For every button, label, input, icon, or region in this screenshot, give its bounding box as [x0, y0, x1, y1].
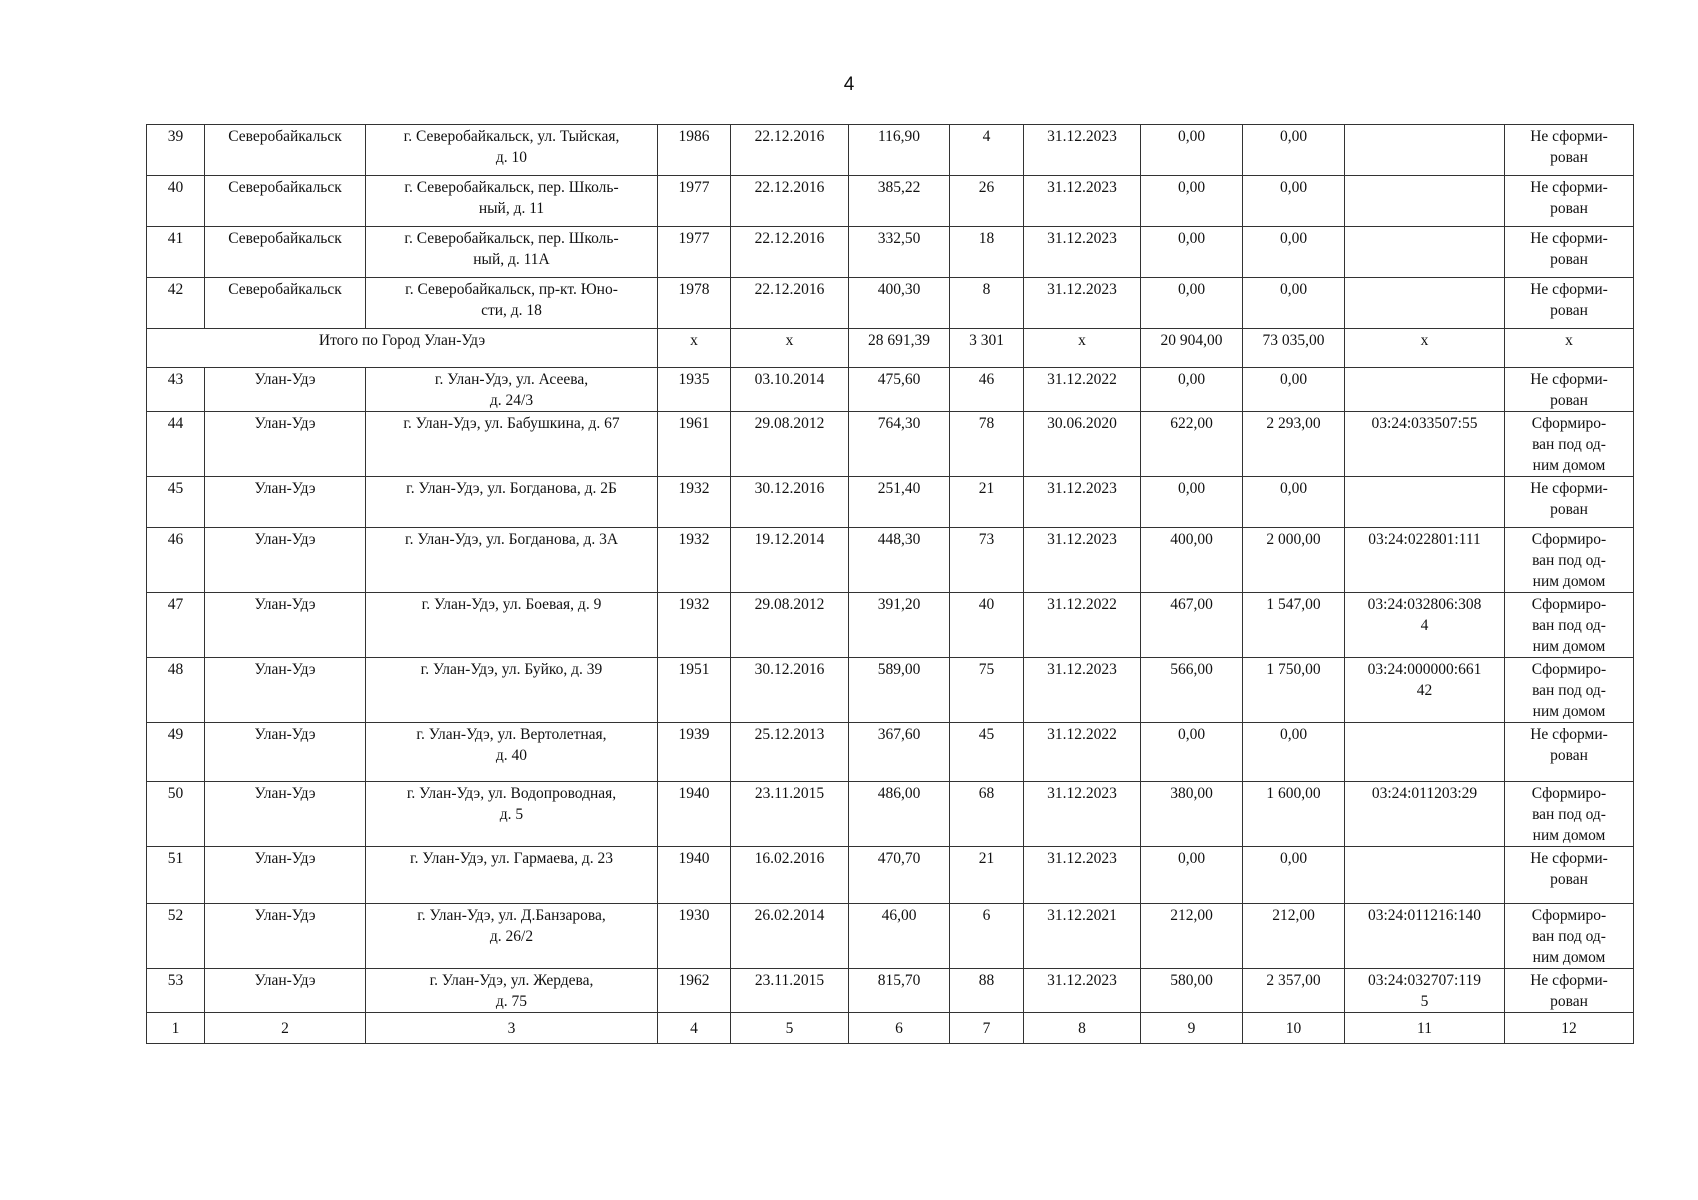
cell-year: 1940	[658, 782, 731, 847]
cell-year: 1961	[658, 412, 731, 477]
cell-status: Не сформи- рован	[1505, 969, 1634, 1013]
cell-status: Не сформи- рован	[1505, 723, 1634, 782]
cell-residents: 26	[950, 176, 1024, 227]
subtotal-year: х	[658, 329, 731, 368]
cell-col9: 0,00	[1141, 847, 1243, 904]
cell-cadastral: 03:24:011216:140	[1345, 904, 1505, 969]
cell-status: Сформиро- ван под од- ним домом	[1505, 904, 1634, 969]
cell-cadastral: 03:24:033507:55	[1345, 412, 1505, 477]
cell-no: 47	[147, 593, 205, 658]
cell-residents: 46	[950, 368, 1024, 412]
cell-no: 39	[147, 125, 205, 176]
cell-address: г. Улан-Удэ, ул. Асеева, д. 24/3	[366, 368, 658, 412]
subtotal-residents: 3 301	[950, 329, 1024, 368]
subtotal-col9: 20 904,00	[1141, 329, 1243, 368]
cell-date: 29.08.2012	[731, 593, 849, 658]
page-number: 4	[843, 74, 855, 95]
cell-col9: 0,00	[1141, 227, 1243, 278]
cell-deadline: 31.12.2022	[1024, 593, 1141, 658]
cell-deadline: 31.12.2023	[1024, 969, 1141, 1013]
cell-municipality: Улан-Удэ	[205, 847, 366, 904]
cell-municipality: Улан-Удэ	[205, 658, 366, 723]
column-number: 6	[849, 1013, 950, 1044]
cell-date: 19.12.2014	[731, 528, 849, 593]
cell-no: 49	[147, 723, 205, 782]
cell-year: 1935	[658, 368, 731, 412]
cell-municipality: Улан-Удэ	[205, 969, 366, 1013]
cell-col9: 580,00	[1141, 969, 1243, 1013]
cell-col9: 212,00	[1141, 904, 1243, 969]
column-number: 11	[1345, 1013, 1505, 1044]
cell-status: Сформиро- ван под од- ним домом	[1505, 528, 1634, 593]
cell-status: Не сформи- рован	[1505, 176, 1634, 227]
table-row	[147, 176, 1634, 227]
cell-no: 44	[147, 412, 205, 477]
cell-area: 470,70	[849, 847, 950, 904]
cell-area: 589,00	[849, 658, 950, 723]
cell-cadastral: 03:24:022801:111	[1345, 528, 1505, 593]
cell-address: г. Улан-Удэ, ул. Водопроводная, д. 5	[366, 782, 658, 847]
cell-date: 25.12.2013	[731, 723, 849, 782]
subtotal-date: х	[731, 329, 849, 368]
cell-no: 52	[147, 904, 205, 969]
cell-col9: 0,00	[1141, 723, 1243, 782]
cell-status: Сформиро- ван под од- ним домом	[1505, 412, 1634, 477]
cell-residents: 21	[950, 477, 1024, 528]
subtotal-deadline: х	[1024, 329, 1141, 368]
cell-area: 391,20	[849, 593, 950, 658]
cell-area: 400,30	[849, 278, 950, 329]
subtotal-area: 28 691,39	[849, 329, 950, 368]
cell-status: Не сформи- рован	[1505, 477, 1634, 528]
subtotal-status: х	[1505, 329, 1634, 368]
cell-status: Не сформи- рован	[1505, 227, 1634, 278]
cell-col10: 1 547,00	[1243, 593, 1345, 658]
cell-area: 448,30	[849, 528, 950, 593]
cell-municipality: Улан-Удэ	[205, 477, 366, 528]
cell-municipality: Улан-Удэ	[205, 723, 366, 782]
cell-date: 22.12.2016	[731, 278, 849, 329]
cell-address: г. Северобайкальск, пер. Школь- ный, д. 11	[366, 176, 658, 227]
cell-col10: 0,00	[1243, 368, 1345, 412]
cell-no: 50	[147, 782, 205, 847]
cell-address: г. Улан-Удэ, ул. Богданова, д. 3А	[366, 528, 658, 593]
cell-no: 40	[147, 176, 205, 227]
cell-deadline: 31.12.2023	[1024, 278, 1141, 329]
cell-no: 51	[147, 847, 205, 904]
cell-date: 22.12.2016	[731, 227, 849, 278]
table-row	[147, 412, 1634, 477]
cell-address: г. Улан-Удэ, ул. Буйко, д. 39	[366, 658, 658, 723]
cell-no: 42	[147, 278, 205, 329]
cell-residents: 21	[950, 847, 1024, 904]
table-row	[147, 782, 1634, 847]
cell-municipality: Северобайкальск	[205, 227, 366, 278]
cell-date: 29.08.2012	[731, 412, 849, 477]
cell-area: 46,00	[849, 904, 950, 969]
cell-residents: 88	[950, 969, 1024, 1013]
column-number: 1	[147, 1013, 205, 1044]
cell-status: Не сформи- рован	[1505, 847, 1634, 904]
cell-municipality: Улан-Удэ	[205, 904, 366, 969]
cell-cadastral	[1345, 477, 1505, 528]
cell-year: 1962	[658, 969, 731, 1013]
cell-col9: 467,00	[1141, 593, 1243, 658]
cell-municipality: Северобайкальск	[205, 125, 366, 176]
cell-cadastral	[1345, 278, 1505, 329]
cell-address: г. Улан-Удэ, ул. Боевая, д. 9	[366, 593, 658, 658]
cell-status: Не сформи- рован	[1505, 278, 1634, 329]
cell-col10: 0,00	[1243, 278, 1345, 329]
cell-residents: 8	[950, 278, 1024, 329]
cell-col9: 400,00	[1141, 528, 1243, 593]
cell-status: Не сформи- рован	[1505, 368, 1634, 412]
cell-date: 22.12.2016	[731, 125, 849, 176]
table-row	[147, 528, 1634, 593]
cell-address: г. Северобайкальск, пер. Школь- ный, д. 11А	[366, 227, 658, 278]
cell-col10: 0,00	[1243, 477, 1345, 528]
cell-col10: 212,00	[1243, 904, 1345, 969]
cell-area: 332,50	[849, 227, 950, 278]
subtotal-cadastral: х	[1345, 329, 1505, 368]
cell-deadline: 31.12.2023	[1024, 477, 1141, 528]
cell-date: 30.12.2016	[731, 477, 849, 528]
subtotal-label: Итого по Город Улан-Удэ	[147, 329, 658, 368]
column-number: 5	[731, 1013, 849, 1044]
column-number: 3	[366, 1013, 658, 1044]
cell-municipality: Северобайкальск	[205, 278, 366, 329]
cell-col9: 0,00	[1141, 477, 1243, 528]
cell-no: 46	[147, 528, 205, 593]
cell-municipality: Улан-Удэ	[205, 528, 366, 593]
cell-cadastral	[1345, 125, 1505, 176]
cell-municipality: Улан-Удэ	[205, 412, 366, 477]
cell-deadline: 31.12.2022	[1024, 723, 1141, 782]
cell-col9: 380,00	[1141, 782, 1243, 847]
cell-cadastral	[1345, 227, 1505, 278]
cell-col9: 0,00	[1141, 278, 1243, 329]
cell-date: 26.02.2014	[731, 904, 849, 969]
cell-area: 385,22	[849, 176, 950, 227]
cell-year: 1932	[658, 593, 731, 658]
cell-cadastral: 03:24:000000:661 42	[1345, 658, 1505, 723]
cell-year: 1977	[658, 227, 731, 278]
cell-address: г. Улан-Удэ, ул. Вертолетная, д. 40	[366, 723, 658, 782]
table-row	[147, 969, 1634, 1013]
cell-residents: 68	[950, 782, 1024, 847]
cell-status: Сформиро- ван под од- ним домом	[1505, 593, 1634, 658]
cell-col10: 0,00	[1243, 176, 1345, 227]
cell-cadastral	[1345, 176, 1505, 227]
cell-col10: 1 600,00	[1243, 782, 1345, 847]
cell-col9: 566,00	[1141, 658, 1243, 723]
cell-address: г. Улан-Удэ, ул. Бабушкина, д. 67	[366, 412, 658, 477]
cell-col10: 0,00	[1243, 723, 1345, 782]
cell-date: 16.02.2016	[731, 847, 849, 904]
cell-status: Сформиро- ван под од- ним домом	[1505, 782, 1634, 847]
cell-residents: 45	[950, 723, 1024, 782]
cell-date: 03.10.2014	[731, 368, 849, 412]
cell-no: 41	[147, 227, 205, 278]
column-number: 12	[1505, 1013, 1634, 1044]
cell-cadastral: 03:24:011203:29	[1345, 782, 1505, 847]
table-row	[147, 723, 1634, 782]
cell-col10: 0,00	[1243, 847, 1345, 904]
cell-col10: 2 357,00	[1243, 969, 1345, 1013]
cell-municipality: Северобайкальск	[205, 176, 366, 227]
cell-year: 1986	[658, 125, 731, 176]
cell-col10: 0,00	[1243, 227, 1345, 278]
cell-address: г. Северобайкальск, ул. Тыйская, д. 10	[366, 125, 658, 176]
cell-col10: 1 750,00	[1243, 658, 1345, 723]
subtotal-col10: 73 035,00	[1243, 329, 1345, 368]
cell-cadastral: 03:24:032806:308 4	[1345, 593, 1505, 658]
cell-year: 1977	[658, 176, 731, 227]
column-number: 7	[950, 1013, 1024, 1044]
column-number: 10	[1243, 1013, 1345, 1044]
table-row	[147, 227, 1634, 278]
housing-registry-table	[146, 124, 1634, 1044]
cell-year: 1932	[658, 528, 731, 593]
cell-address: г. Улан-Удэ, ул. Жердева, д. 75	[366, 969, 658, 1013]
cell-deadline: 31.12.2023	[1024, 528, 1141, 593]
table-body	[147, 125, 1634, 1044]
cell-cadastral	[1345, 723, 1505, 782]
cell-residents: 18	[950, 227, 1024, 278]
cell-deadline: 31.12.2023	[1024, 658, 1141, 723]
cell-col9: 0,00	[1141, 368, 1243, 412]
cell-area: 764,30	[849, 412, 950, 477]
table-row	[147, 658, 1634, 723]
cell-residents: 78	[950, 412, 1024, 477]
column-number: 2	[205, 1013, 366, 1044]
table-row	[147, 368, 1634, 412]
cell-deadline: 31.12.2023	[1024, 847, 1141, 904]
cell-cadastral	[1345, 847, 1505, 904]
table-row	[147, 278, 1634, 329]
cell-no: 53	[147, 969, 205, 1013]
table-row	[147, 593, 1634, 658]
table-row	[147, 125, 1634, 176]
cell-year: 1951	[658, 658, 731, 723]
cell-area: 116,90	[849, 125, 950, 176]
cell-area: 251,40	[849, 477, 950, 528]
cell-residents: 4	[950, 125, 1024, 176]
cell-col10: 0,00	[1243, 125, 1345, 176]
cell-deadline: 31.12.2022	[1024, 368, 1141, 412]
cell-date: 30.12.2016	[731, 658, 849, 723]
table-row	[147, 477, 1634, 528]
cell-address: г. Улан-Удэ, ул. Д.Банзарова, д. 26/2	[366, 904, 658, 969]
cell-date: 22.12.2016	[731, 176, 849, 227]
column-number: 9	[1141, 1013, 1243, 1044]
cell-no: 48	[147, 658, 205, 723]
cell-area: 367,60	[849, 723, 950, 782]
cell-area: 486,00	[849, 782, 950, 847]
cell-year: 1939	[658, 723, 731, 782]
cell-residents: 40	[950, 593, 1024, 658]
cell-residents: 73	[950, 528, 1024, 593]
cell-col10: 2 293,00	[1243, 412, 1345, 477]
cell-address: г. Улан-Удэ, ул. Гармаева, д. 23	[366, 847, 658, 904]
cell-municipality: Улан-Удэ	[205, 782, 366, 847]
cell-cadastral: 03:24:032707:119 5	[1345, 969, 1505, 1013]
cell-year: 1930	[658, 904, 731, 969]
cell-deadline: 31.12.2023	[1024, 227, 1141, 278]
cell-col9: 0,00	[1141, 176, 1243, 227]
cell-deadline: 31.12.2023	[1024, 125, 1141, 176]
cell-date: 23.11.2015	[731, 969, 849, 1013]
cell-deadline: 30.06.2020	[1024, 412, 1141, 477]
column-number: 8	[1024, 1013, 1141, 1044]
cell-no: 45	[147, 477, 205, 528]
column-number-row	[147, 1013, 1634, 1044]
cell-deadline: 31.12.2021	[1024, 904, 1141, 969]
cell-residents: 75	[950, 658, 1024, 723]
cell-municipality: Улан-Удэ	[205, 593, 366, 658]
cell-residents: 6	[950, 904, 1024, 969]
column-number: 4	[658, 1013, 731, 1044]
cell-col9: 622,00	[1141, 412, 1243, 477]
cell-no: 43	[147, 368, 205, 412]
cell-address: г. Северобайкальск, пр-кт. Юно- сти, д. 18	[366, 278, 658, 329]
cell-area: 815,70	[849, 969, 950, 1013]
cell-area: 475,60	[849, 368, 950, 412]
table-row	[147, 847, 1634, 904]
cell-municipality: Улан-Удэ	[205, 368, 366, 412]
cell-deadline: 31.12.2023	[1024, 782, 1141, 847]
cell-date: 23.11.2015	[731, 782, 849, 847]
cell-col9: 0,00	[1141, 125, 1243, 176]
cell-year: 1932	[658, 477, 731, 528]
cell-cadastral	[1345, 368, 1505, 412]
cell-status: Сформиро- ван под од- ним домом	[1505, 658, 1634, 723]
cell-address: г. Улан-Удэ, ул. Богданова, д. 2Б	[366, 477, 658, 528]
subtotal-row	[147, 329, 1634, 368]
cell-deadline: 31.12.2023	[1024, 176, 1141, 227]
cell-year: 1978	[658, 278, 731, 329]
cell-year: 1940	[658, 847, 731, 904]
cell-status: Не сформи- рован	[1505, 125, 1634, 176]
table-row	[147, 904, 1634, 969]
cell-col10: 2 000,00	[1243, 528, 1345, 593]
